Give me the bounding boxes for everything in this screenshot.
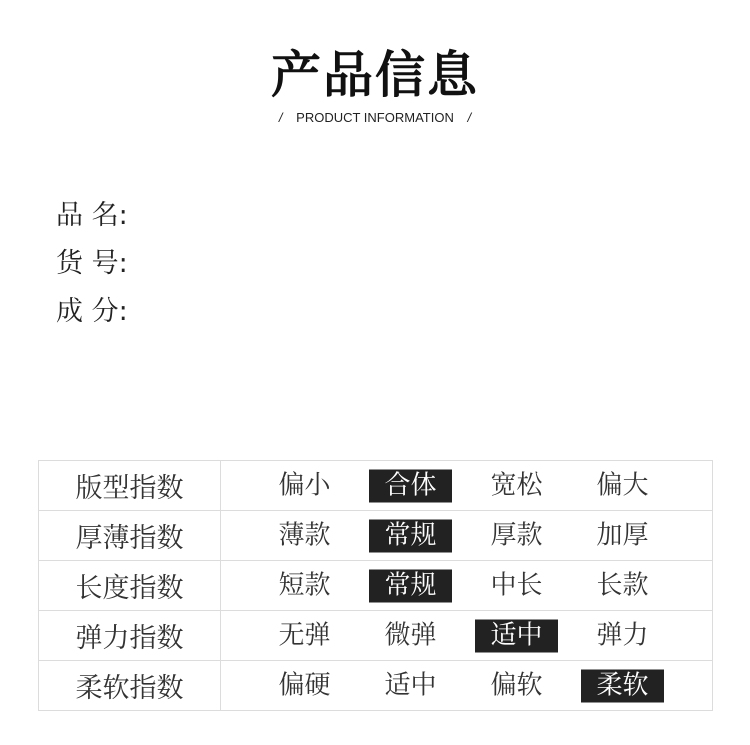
info-row-sku <box>56 240 136 288</box>
index-option: 短款 <box>278 570 331 600</box>
info-row-name <box>56 192 136 240</box>
index-row-thickness <box>39 511 713 561</box>
index-options <box>221 661 713 711</box>
index-option: 偏硬 <box>278 670 331 700</box>
index-option: 偏软 <box>490 670 543 700</box>
info-label-material: 成 分: <box>56 296 128 327</box>
page-title: 产品信息 <box>271 46 479 104</box>
index-option-selected: 柔软 <box>581 669 664 702</box>
index-label: 长度指数 <box>39 561 221 611</box>
product-info-list <box>56 192 136 336</box>
index-option: 偏大 <box>596 470 649 500</box>
index-options <box>221 511 713 561</box>
index-option: 长款 <box>596 570 649 600</box>
index-option: 加厚 <box>596 520 649 550</box>
index-row-fit <box>39 461 713 511</box>
index-option-selected: 常规 <box>369 519 452 552</box>
index-options <box>221 561 713 611</box>
index-option: 微弹 <box>384 620 437 650</box>
index-option: 弹力 <box>596 620 649 650</box>
index-options <box>221 611 713 661</box>
index-row-length <box>39 561 713 611</box>
index-option: 偏小 <box>278 470 331 500</box>
page-subtitle <box>0 110 750 126</box>
index-option: 薄款 <box>278 520 331 550</box>
index-option-selected: 合体 <box>369 469 452 502</box>
subtitle-slash-right: / <box>467 110 472 125</box>
index-label: 柔软指数 <box>39 661 221 711</box>
subtitle-text: PRODUCT INFORMATION <box>296 110 454 125</box>
index-row-elasticity <box>39 611 713 661</box>
index-options <box>221 461 713 511</box>
index-option: 适中 <box>384 670 437 700</box>
index-option-selected: 常规 <box>369 569 452 602</box>
index-option: 宽松 <box>490 470 543 500</box>
index-label: 厚薄指数 <box>39 511 221 561</box>
fit-index-table <box>38 460 713 711</box>
index-option: 中长 <box>490 570 543 600</box>
index-option: 厚款 <box>490 520 543 550</box>
index-label: 版型指数 <box>39 461 221 511</box>
subtitle-slash-left: / <box>278 110 283 125</box>
index-row-softness <box>39 661 713 711</box>
info-label-name: 品 名: <box>56 200 128 231</box>
info-row-material <box>56 288 136 336</box>
info-label-sku: 货 号: <box>56 248 128 279</box>
index-label: 弹力指数 <box>39 611 221 661</box>
index-option: 无弹 <box>278 620 331 650</box>
index-option-selected: 适中 <box>475 619 558 652</box>
